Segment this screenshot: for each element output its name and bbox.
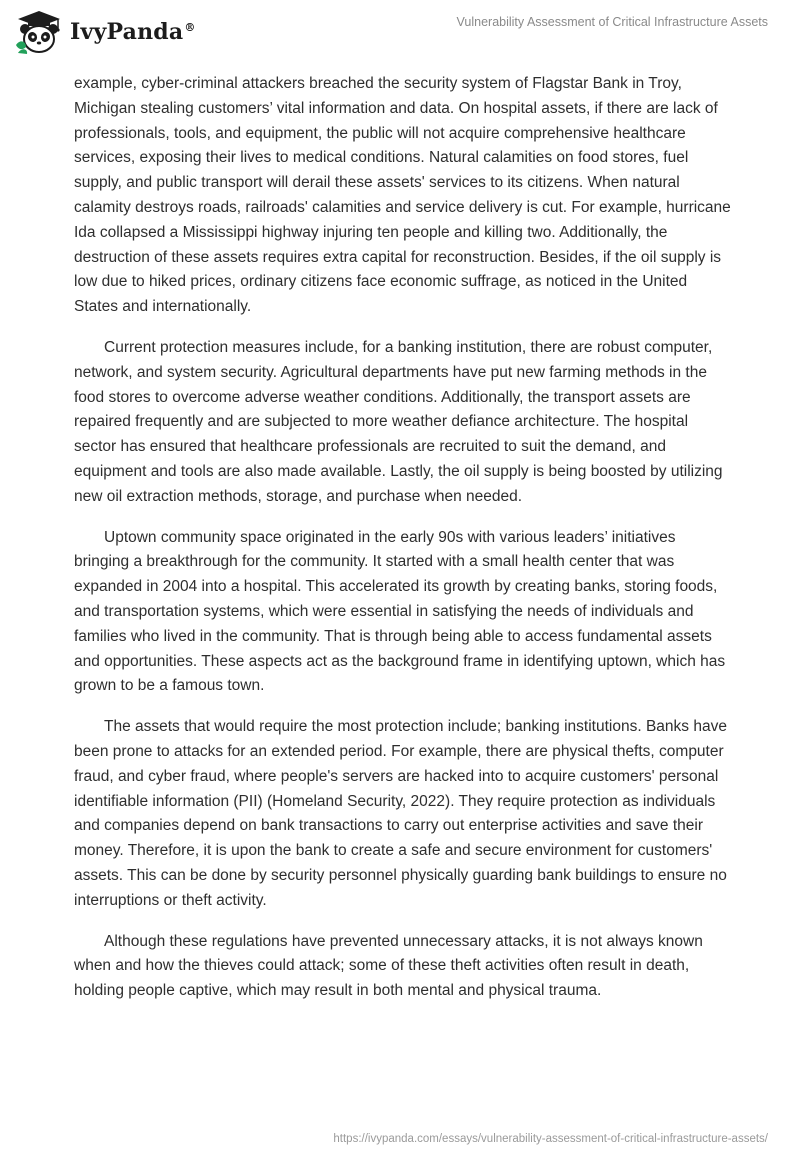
panda-graduate-icon: [14, 9, 64, 55]
paragraph-2: Current protection measures include, for a banking institution, there are robust computer, network, and system security. Agricultural departments have put new farming methods in the food stores to overcome adverse weather conditions. Additionally, the transport assets are repaired frequently and are subjected to more weather defiance architecture. The hospital sector has ensured that healthcare professionals are recruited to suit the demand, and equipment and tools are also made available. Lastly, the oil supply is being boosted by utilizing new oil extraction methods, storage, and purchase when needed.: [74, 338, 723, 505]
page-header: [0, 0, 800, 62]
paragraph-1: example, cyber-criminal attackers breached the security system of Flagstar Bank in Troy, Michigan stealing customers’ vital information and data. On hospital assets, if there are lack of professionals, tools, and equipment, the public will not acquire comprehensive healthcare services, exposing their lives to medical conditions. Natural calamities on food stores, fuel supply, and public transport will derail these assets' services to its citizens. When natural calamity destroys roads, railroads' calamities and service delivery is cut. For example, hurricane Ida collapsed a Mississippi highway injuring ten people and killing two. Additionally, the destruction of these assets requires extra capital for reconstruction. Besides, if the oil supply is low due to hiked prices, ordinary citizens face economic suffrage, as noticed in the United States and internationally.: [74, 75, 731, 316]
brand-name-text: IvyPanda: [70, 19, 184, 45]
ivypanda-logo[interactable]: [14, 9, 196, 55]
paragraph-4: The assets that would require the most protection include; banking institutions. Banks have been prone to attacks for an extended period. For example, there are physical thefts, computer fraud, and cyber fraud, where people's servers are hacked into to acquire customers' personal identifiable information (PII) (Homeland Security, 2022). They require protection as individuals and companies depend on bank transactions to carry out enterprise activities and save their money. Therefore, it is upon the bank to create a safe and secure environment for customers' assets. This can be done by security personnel physically guarding bank buildings to ensure no interruptions or theft activity.: [74, 718, 727, 909]
brand-name: [70, 19, 196, 45]
paragraph-5: Although these regulations have prevented unnecessary attacks, it is not always known when and how the thieves could attack; some of these theft activities often result in death, holding people captive, which may result in both mental and physical trauma.: [74, 932, 703, 1000]
essay-body: [74, 72, 734, 1020]
source-url[interactable]: https://ivypanda.com/essays/vulnerability-assessment-of-critical-infrastructure-assets/: [333, 1133, 768, 1145]
document-title: Vulnerability Assessment of Critical Infrastructure Assets: [456, 15, 768, 29]
paragraph-3: Uptown community space originated in the early 90s with various leaders’ initiatives bringing a breakthrough for the community. It started with a small health center that was expanded in 2004 into a hospital. This accelerated its growth by creating banks, storing foods, and transportation systems, which were essential in satisfying the needs of individuals and families who lived in the community. That is through being able to access fundamental assets and opportunities. These aspects act as the background frame in identifying uptown, which has grown to be a famous town.: [74, 528, 726, 695]
registered-mark: ®: [184, 20, 196, 34]
